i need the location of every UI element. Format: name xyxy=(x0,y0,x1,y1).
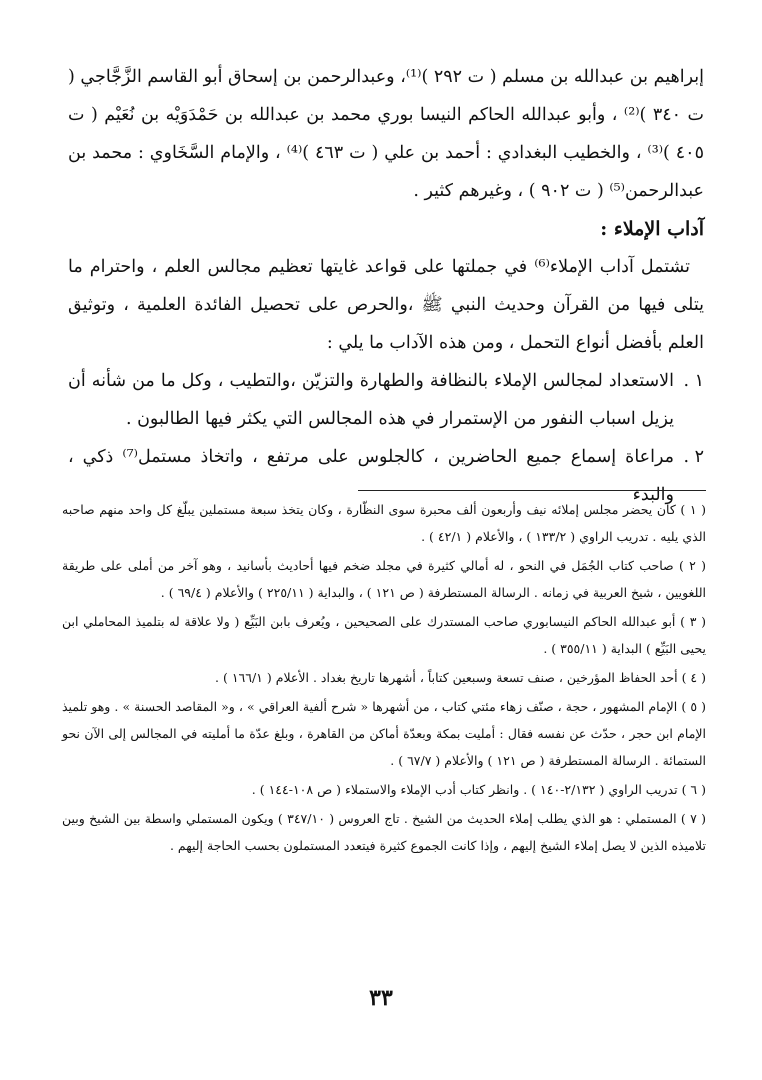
paragraph: إبراهيم بن عبدالله بن مسلم ( ت ٢٩٢ )⁽¹⁾، وعبدالرحمن بن إسحاق أبو القاسم الزَّجَّاجي ( ت ٣٤٠ )⁽²⁾ ، وأبو عبدالله الحاكم النيسا بوري محمد بن عبدالله بن حَمْدَوَيْه بن نُعَيْم ( ت ٤٠٥ )⁽³⁾ ، والخطيب البغدادي : أحمد بن علي ( ت ٤٦٣ )⁽⁴⁾ ، والإمام السَّخَاوي : محمد بن عبدالرحمن⁽⁵⁾ ( ت ٩٠٢ ) ، وغيرهم كثير . xyxy=(68,67,704,201)
list-number: ٢ . xyxy=(683,447,704,467)
list-text: الاستعداد لمجالس الإملاء بالنظافة والطهارة والتزيّن ،والتطيب ، وكل ما من شأنه أن يزيل اسباب النفور من الإستمرار في هذه المجالس التي يكثر فيها الطالبون . xyxy=(68,371,674,429)
footnote: ( ٢ ) صاحب كتاب الجُمَل في النحو ، له أمالي كثيرة في مجلد ضخم فيها أحاديث بأسانيد ، وهو آخر من أملى على طريقة اللغويين ، شيخ العربية في زمانه . الرسالة المستطرفة ( ص ١٢١ ) ، والبداية ( ٢٢٥/١١ ) والأعلام ( ٦٩/٤ ) . xyxy=(62,558,706,600)
page-number: ٣٣ xyxy=(369,985,393,1011)
list-number: ١ . xyxy=(683,371,704,391)
footnote: ( ٤ ) أحد الحفاظ المؤرخين ، صنف تسعة وسبعين كتاباً ، أشهرها تاريخ بغداد . الأعلام ( ١٦٦/١ ) . xyxy=(215,670,706,685)
list-item xyxy=(68,362,704,438)
footnote: ( ٧ ) المستملي : هو الذي يطلب إملاء الحديث من الشيخ . تاج العروس ( ٣٤٧/١٠ ) ويكون المستملي واسطة بين الشيخ وبين تلاميذه الذين لا يصل إملاء الشيخ إليهم ، وإذا كانت الجموع كثيرة فيتعدد المستملون بحسب الحاجة إليهم . xyxy=(62,811,707,853)
main-text xyxy=(68,58,704,514)
footnotes xyxy=(62,496,706,861)
section-heading: آداب الإملاء : xyxy=(600,218,704,240)
footnote: ( ٥ ) الإمام المشهور ، حجة ، صنّف زهاء مئتي كتاب ، من أشهرها « شرح ألفية العراقي » ، و« المقاصد الحسنة » . وهو تلميذ الإمام ابن حجر ، حدّث عن نفسه فقال : أمليت بمكة وبعدّة أماكن من القاهرة ، وبلغ عدّة ما أمليته في المجالس إلى الآن نحو الستمائة . الرسالة المستطرفة ( ص ١٢١ ) والأعلام ( ٦٧/٧ ) . xyxy=(62,699,706,768)
footnote-divider xyxy=(358,490,706,491)
paragraph: تشتمل آداب الإملاء⁽⁶⁾ في جملتها على قواعد غايتها تعظيم مجالس العلم ، واحترام ما يتلى فيها من القرآن وحديث النبي ﷺ ،والحرص على تحصيل الفائدة العلمية ، وتوثيق العلم بأفضل أنواع التحمل ، ومن هذه الآداب ما يلي : xyxy=(68,257,704,353)
footnote: ( ٣ ) أبو عبدالله الحاكم النيسابوري صاحب المستدرك على الصحيحين ، ويُعرف بابن البَيِّع ( ولا علاقة له بتلميذ المحاملي ابن يحيى البَيِّع ) البداية ( ٣٥٥/١١ ) . xyxy=(62,614,707,656)
footnote: ( ٦ ) تدريب الراوي ( ٢/١٣٢-١٤٠ ) . وانظر كتاب أدب الإملاء والاستملاء ( ص ١٠٨-١٤٤ ) . xyxy=(251,782,706,797)
footnote: ( ١ ) كان يحضر مجلس إملائه نيف وأربعون ألف محبرة سوى النظّارة ، وكان يتخذ سبعة مستملين يبلّغ كل واحد منهم صاحبه الذي يليه . تدريب الراوي ( ١٣٣/٢ ) ، والأعلام ( ٤٢/١ ) . xyxy=(62,502,706,544)
list-text: مراعاة إسماع جميع الحاضرين ، كالجلوس على مرتفع ، واتخاذ مستمل⁽⁷⁾ ذكي ، والبدء xyxy=(68,447,674,505)
